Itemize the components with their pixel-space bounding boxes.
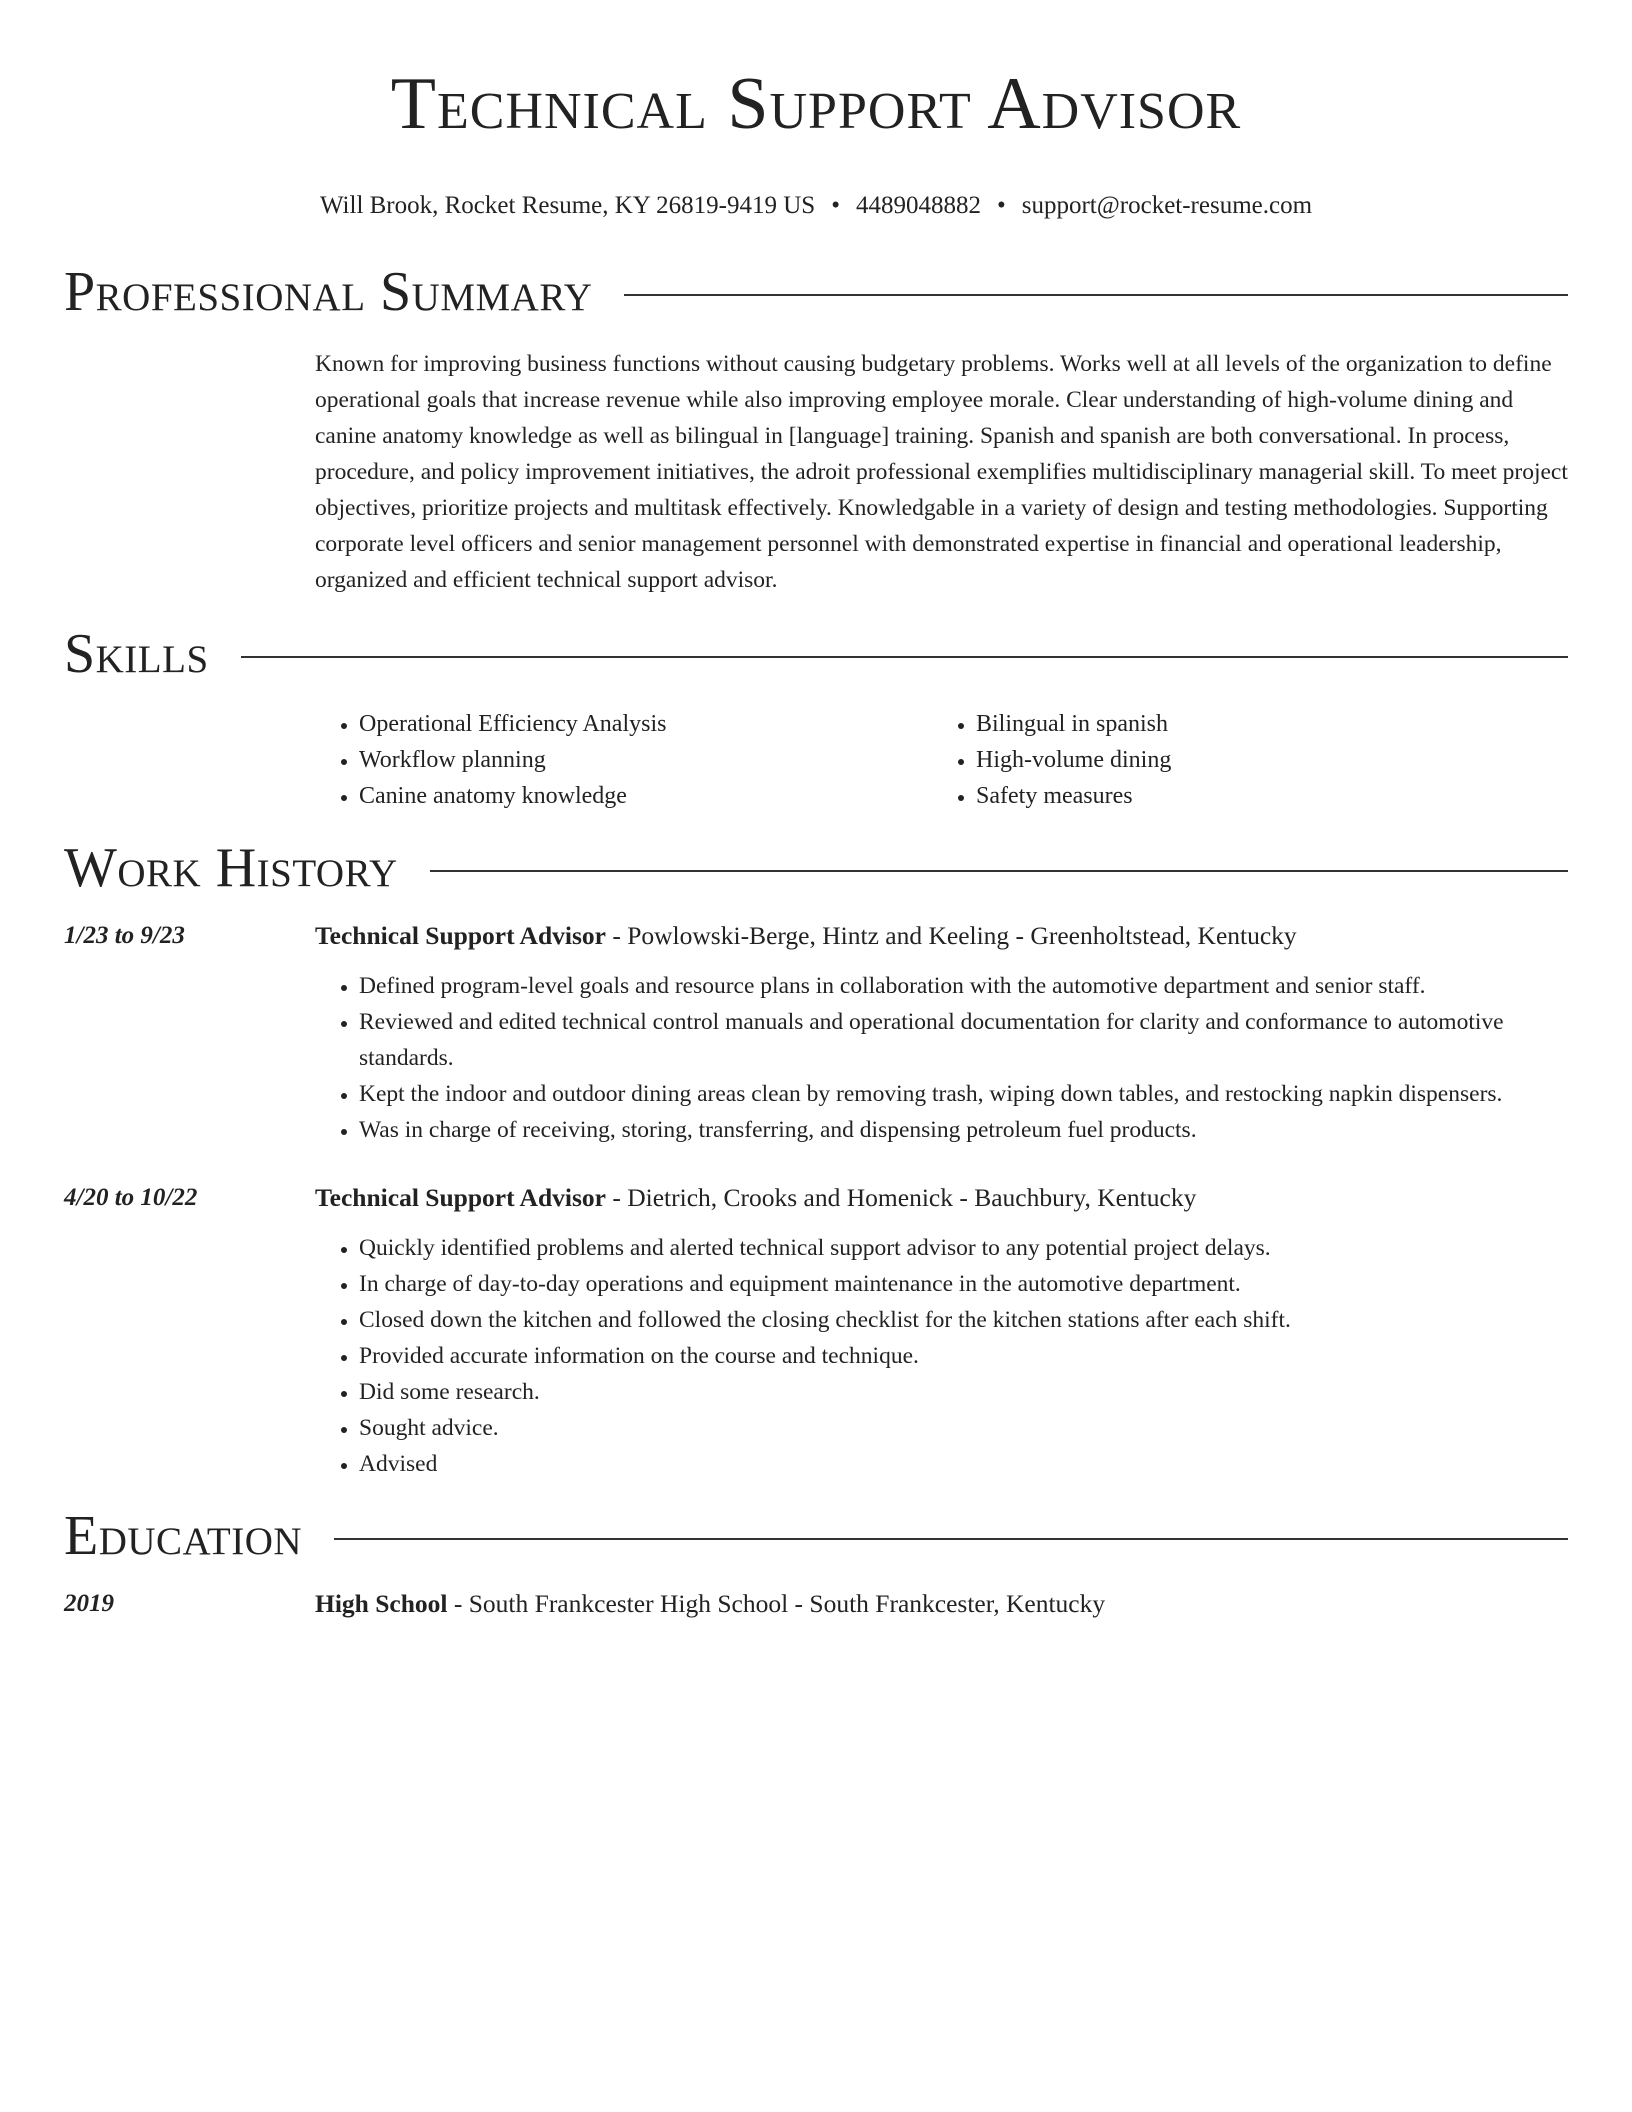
job-detail <box>315 918 1568 1148</box>
job-title-line <box>315 1180 1568 1216</box>
contact-line <box>64 190 1568 222</box>
job-bullets <box>315 1230 1568 1482</box>
summary-text: Known for improving business functions without causing budgetary problems. Works well at all levels of the organization to define operational goals that increase revenue while also improving employee morale. Clear understanding of high-volume dining and canine anatomy knowledge as well as bilingual in [language] training. Spanish and spanish are both conversational. In process, procedure, and policy improvement initiatives, the adroit professional exemplifies multidisciplinary managerial skill. To meet project objectives, prioritize projects and multitask effectively. Knowledgable in a variety of design and testing methodologies. Supporting corporate level officers and senior management personnel with demonstrated expertise in financial and operational leadership, organized and efficient technical support advisor. <box>315 351 1568 593</box>
section-divider <box>241 656 1568 658</box>
job-bullets <box>315 968 1568 1148</box>
education-school: - South Frankcester High School - South Frankcester, Kentucky <box>447 1589 1106 1618</box>
job-bullet: • Was in charge of receiving, storing, transferring, and dispensing petroleum fuel products. <box>359 1112 1568 1148</box>
work-section-header <box>64 836 1568 900</box>
job-bullet: • Reviewed and edited technical control manuals and operational documentation for clarity and conformance to automotive standards. <box>359 1004 1568 1076</box>
contact-email: support@rocket-resume.com <box>1021 192 1313 219</box>
job-title: Technical Support Advisor <box>315 921 606 950</box>
job-employer: - Dietrich, Crooks and Homenick - Bauchbury, Kentucky <box>605 1183 1197 1212</box>
job-bullet: • In charge of day-to-day operations and equipment maintenance in the automotive department. <box>359 1266 1568 1302</box>
job-title-line <box>315 918 1568 954</box>
job-entry <box>64 918 1568 1148</box>
education-detail <box>315 1586 1568 1622</box>
education-date: 2019 <box>64 1590 114 1617</box>
skills-column-right <box>932 706 1549 814</box>
job-detail <box>315 1180 1568 1482</box>
skill-item: • High-volume dining <box>976 742 1549 778</box>
job-employer: - Powlowski-Berge, Hintz and Keeling - Greenholtstead, Kentucky <box>605 921 1297 950</box>
summary-heading: Professional Summary <box>64 261 593 323</box>
skill-item: • Bilingual in spanish <box>976 706 1549 742</box>
job-bullet: • Did some research. <box>359 1374 1568 1410</box>
skill-item: • Workflow planning <box>359 742 932 778</box>
skills-section-header <box>64 622 1568 686</box>
education-degree: High School <box>315 1589 448 1618</box>
job-bullet: • Defined program-level goals and resource plans in collaboration with the automotive department and senior staff. <box>359 968 1568 1004</box>
section-divider <box>334 1538 1568 1540</box>
work-heading: Work History <box>64 837 398 899</box>
job-bullet: • Advised <box>359 1446 1568 1482</box>
contact-phone: 4489048882 <box>855 192 981 219</box>
skills-heading: Skills <box>64 623 209 685</box>
job-bullet: • Provided accurate information on the course and technique. <box>359 1338 1568 1374</box>
contact-separator: • <box>831 192 840 219</box>
job-title: Technical Support Advisor <box>315 1183 606 1212</box>
resume-page <box>64 0 1568 1622</box>
job-date: 1/23 to 9/23 <box>64 922 185 949</box>
section-divider <box>624 294 1568 296</box>
education-section-header <box>64 1504 1568 1568</box>
skills-list <box>315 706 1568 814</box>
education-title-line <box>315 1586 1568 1622</box>
job-bullet: • Kept the indoor and outdoor dining areas clean by removing trash, wiping down tables, and restocking napkin dispensers. <box>359 1076 1568 1112</box>
job-bullet: • Sought advice. <box>359 1410 1568 1446</box>
contact-address: Will Brook, Rocket Resume, KY 26819-9419 US <box>319 192 816 219</box>
section-divider <box>430 870 1568 872</box>
job-bullet: • Closed down the kitchen and followed the closing checklist for the kitchen stations after each shift. <box>359 1302 1568 1338</box>
skill-item: • Safety measures <box>976 778 1549 814</box>
resume-name: Technical Support Advisor <box>390 63 1242 145</box>
summary-section-header <box>64 260 1568 324</box>
job-bullet: • Quickly identified problems and alerted technical support advisor to any potential project delays. <box>359 1230 1568 1266</box>
education-heading: Education <box>64 1505 303 1567</box>
skills-column-left <box>315 706 932 814</box>
job-entry <box>64 1180 1568 1482</box>
education-entry <box>64 1586 1568 1622</box>
contact-separator: • <box>996 192 1006 219</box>
skill-item: • Canine anatomy knowledge <box>359 778 932 814</box>
skill-item: • Operational Efficiency Analysis <box>359 706 932 742</box>
job-date: 4/20 to 10/22 <box>64 1184 198 1211</box>
